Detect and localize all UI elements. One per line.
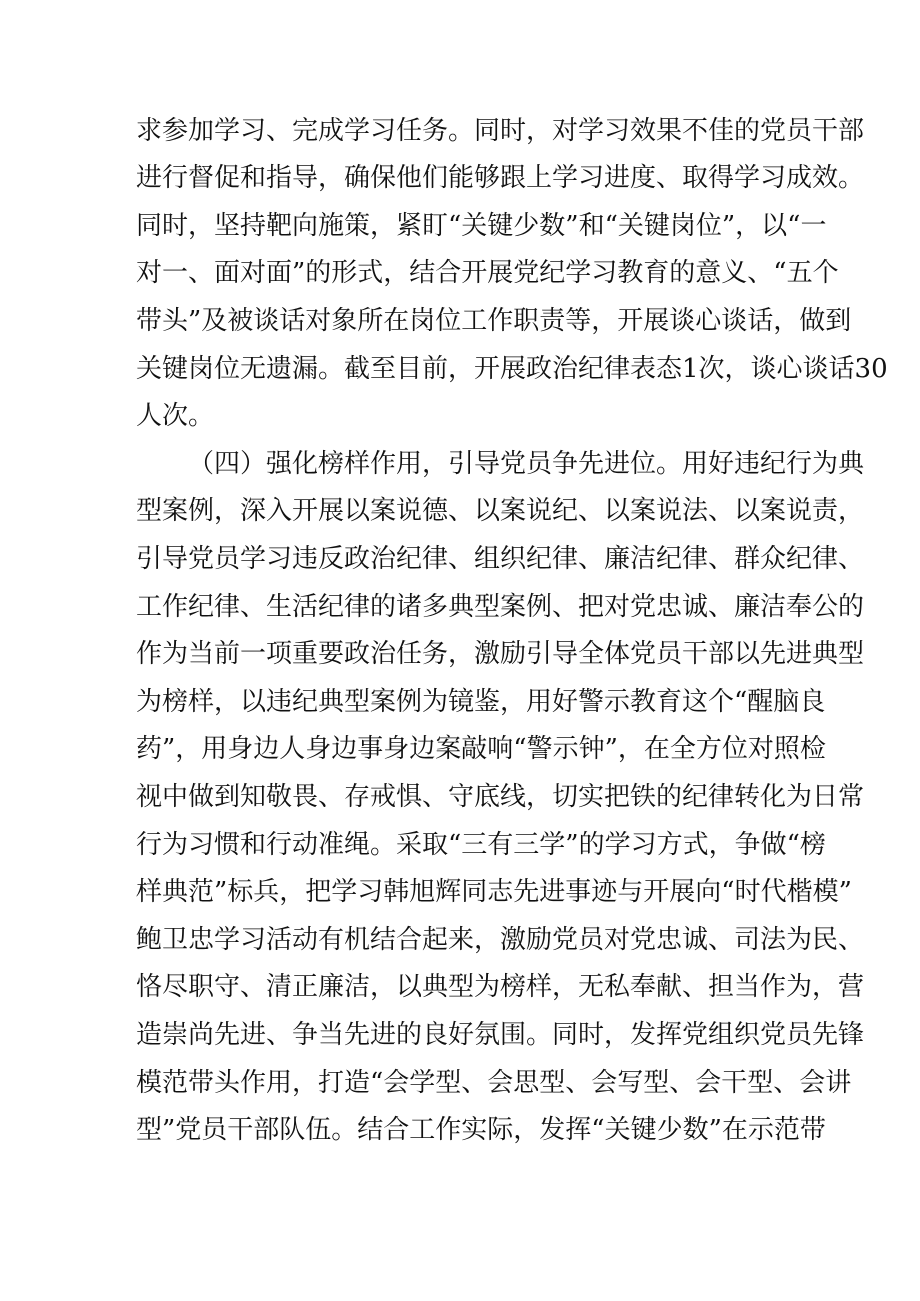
text-line: 模范带头作用，打造“会学型、会思型、会写型、会干型、会讲 (136, 1068, 852, 1098)
text-line: 对一、面对面”的形式，结合开展党纪学习教育的意义、“五个 (136, 258, 839, 288)
text-line: 引导党员学习违反政治纪律、组织纪律、廉洁纪律、群众纪律、 (136, 544, 865, 574)
text-line: 行为习惯和行动准绳。采取“三有三学”的学习方式，争做“榜 (136, 830, 826, 860)
text-line: 样典范”标兵，把学习韩旭辉同志先进事迹与开展向“时代楷模” (136, 877, 852, 907)
text-line: 恪尽职守、清正廉洁，以典型为榜样，无私奉献、担当作为，营 (136, 972, 865, 1002)
text-line: 关键岗位无遗漏。截至目前，开展政治纪律表态1次，谈心谈话30 (136, 354, 888, 384)
text-line: 药”，用身边人身边事身边案敲响“警示钟”，在全方位对照检 (136, 734, 826, 764)
text-line: 视中做到知敬畏、存戒惧、守底线，切实把铁的纪律转化为日常 (136, 782, 865, 812)
text-line: 为榜样，以违纪典型案例为镜鉴，用好警示教育这个“醒脑良 (136, 687, 826, 717)
text-line: 同时，坚持靶向施策，紧盯“关键少数”和“关键岗位”，以“一 (136, 211, 827, 241)
text-line: 进行督促和指导，确保他们能够跟上学习进度、取得学习成效。 (136, 163, 865, 193)
text-line: 型案例，深入开展以案说德、以案说纪、以案说法、以案说责， (136, 496, 865, 526)
text-line: 鲍卫忠学习活动有机结合起来，激励党员对党忠诚、司法为民、 (136, 925, 865, 955)
text-line: 作为当前一项重要政治任务，激励引导全体党员干部以先进典型 (136, 639, 865, 669)
text-line: 型”党员干部队伍。结合工作实际，发挥“关键少数”在示范带 (136, 1115, 826, 1145)
text-line: 人次。 (136, 401, 215, 431)
text-line: 造崇尚先进、争当先进的良好氛围。同时，发挥党组织党员先锋 (136, 1020, 865, 1050)
text-line: 工作纪律、生活纪律的诸多典型案例、把对党忠诚、廉洁奉公的 (136, 592, 865, 622)
section-heading-line: （四）强化榜样作用，引导党员争先进位。用好违纪行为典 (188, 449, 865, 479)
text-line: 带头”及被谈话对象所在岗位工作职责等，开展谈心谈话，做到 (136, 306, 852, 336)
text-line: 求参加学习、完成学习任务。同时，对学习效果不佳的党员干部 (136, 116, 865, 146)
